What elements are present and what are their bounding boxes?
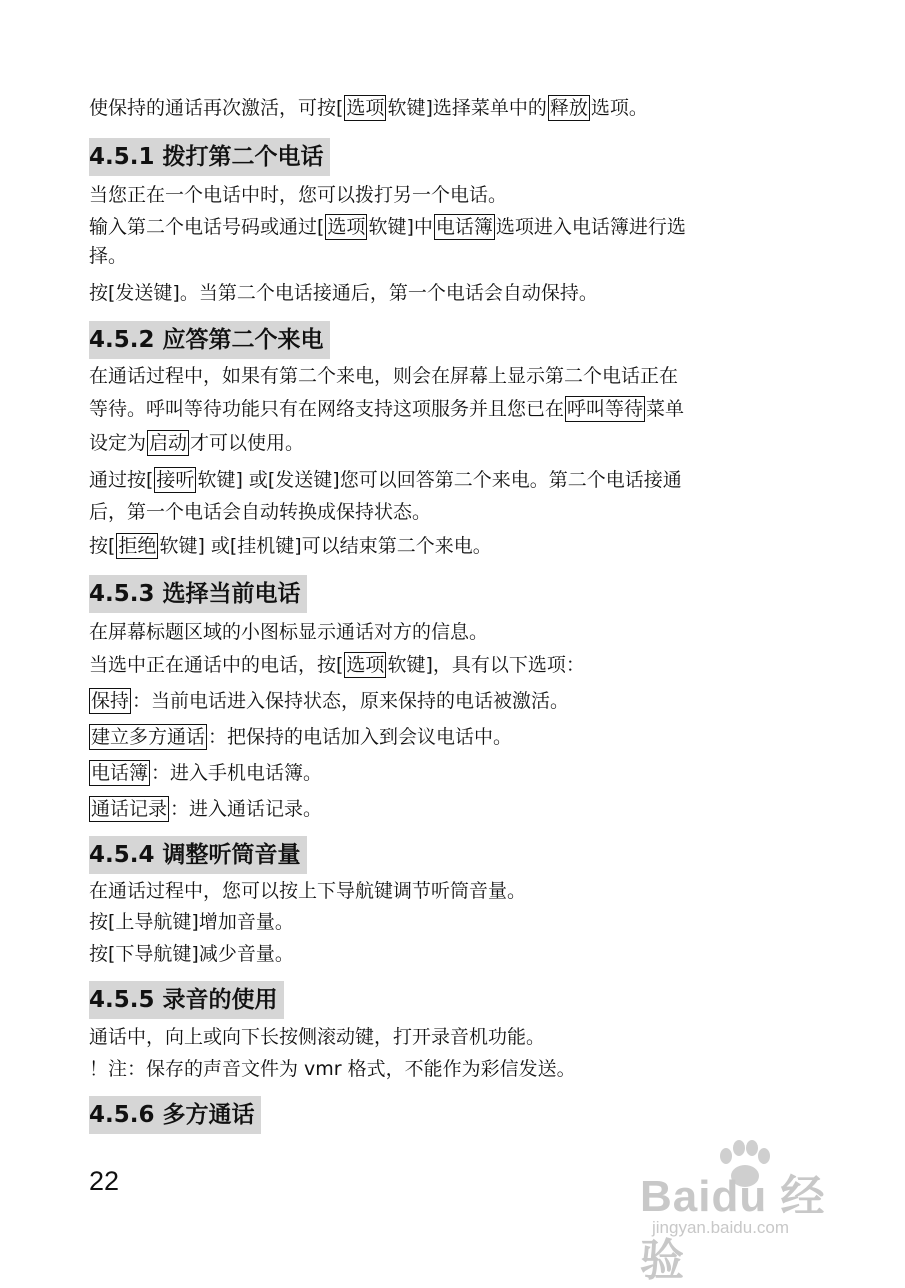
paragraph: 当您正在一个电话中时，您可以拨打另一个电话。 — [89, 184, 508, 206]
option-item-phonebook: 电话簿 ：进入手机电话簿。 — [91, 762, 323, 784]
section-heading-4-5-1: 4.5.1 拨打第二个电话 — [89, 138, 330, 176]
softkey-options-label: 选项 — [346, 97, 385, 119]
page-number: 22 — [89, 1166, 120, 1196]
option-item-conference: 建立多方通话 ：把保持的电话加入到会议电话中。 — [91, 726, 513, 748]
section-heading-4-5-5: 4.5.5 录音的使用 — [89, 981, 284, 1019]
section-heading-4-5-3: 4.5.3 选择当前电话 — [89, 575, 307, 613]
baidu-watermark — [640, 1140, 870, 1285]
paragraph: 在通话过程中，如果有第二个来电，则会在屏幕上显示第二个电话正在 — [89, 365, 679, 387]
paragraph: 按[下导航键]减少音量。 — [89, 943, 294, 965]
menu-phonebook-label: 电话簿 — [435, 216, 493, 238]
option-item-hold: 保持 ：当前电话进入保持状态，原来保持的电话被激活。 — [91, 690, 570, 712]
section-heading-4-5-2: 4.5.2 应答第二个来电 — [89, 321, 330, 359]
paragraph: 输入第二个电话号码或通过[ 选项 软键]中 电话簿 选项进入电话簿进行选 — [89, 216, 686, 238]
paragraph: 等待。呼叫等待功能只有在网络支持这项服务并且您已在 呼叫等待 菜单 — [89, 398, 685, 420]
paragraph: 通过按[ 接听 软键] 或[发送键]您可以回答第二个来电。第二个电话接通 — [89, 469, 682, 491]
softkey-options-label: 选项 — [327, 216, 366, 238]
paragraph: 通话中，向上或向下长按侧滚动键，打开录音机功能。 — [89, 1026, 546, 1048]
paragraph: 当选中正在通话中的电话，按[ 选项 软键]，具有以下选项： — [89, 654, 585, 676]
paragraph: 设定为 启动 才可以使用。 — [89, 432, 305, 454]
softkey-answer-label: 接听 — [156, 469, 195, 491]
paragraph: 在屏幕标题区域的小图标显示通话对方的信息。 — [89, 621, 489, 643]
menu-release-label: 释放 — [549, 97, 588, 119]
watermark-logo: Baidu 经验 — [640, 1172, 826, 1285]
paragraph: 择。 — [89, 245, 128, 267]
paragraph: 按[上导航键]增加音量。 — [89, 911, 294, 933]
option-item-call-log: 通话记录 ：进入通话记录。 — [91, 798, 323, 820]
option-phonebook-label: 电话簿 — [91, 762, 149, 784]
section-heading-4-5-4: 4.5.4 调整听筒音量 — [89, 836, 307, 874]
section-heading-4-5-6: 4.5.6 多方通话 — [89, 1096, 261, 1134]
option-conference-label: 建立多方通话 — [91, 726, 206, 748]
menu-enable-label: 启动 — [149, 432, 188, 454]
watermark-url: jingyan.baidu.com — [652, 1218, 790, 1237]
paragraph: 按[ 拒绝 软键] 或[挂机键]可以结束第二个来电。 — [89, 535, 492, 557]
option-hold-label: 保持 — [91, 690, 130, 712]
paragraph: 后，第一个电话会自动转换成保持状态。 — [89, 501, 432, 523]
softkey-reject-label: 拒绝 — [118, 535, 157, 557]
option-call-log-label: 通话记录 — [91, 798, 168, 820]
intro-paragraph: 使保持的通话再次激活，可按[ 选项 软键]选择菜单中的 释放 选项。 — [89, 97, 648, 119]
menu-call-waiting-label: 呼叫等待 — [567, 398, 644, 420]
note-paragraph: ！注：保存的声音文件为 vmr 格式，不能作为彩信发送。 — [89, 1058, 576, 1080]
softkey-options-label: 选项 — [346, 654, 385, 676]
paragraph: 在通话过程中，您可以按上下导航键调节听筒音量。 — [89, 880, 527, 902]
paragraph: 按[发送键]。当第二个电话接通后，第一个电话会自动保持。 — [89, 282, 598, 304]
